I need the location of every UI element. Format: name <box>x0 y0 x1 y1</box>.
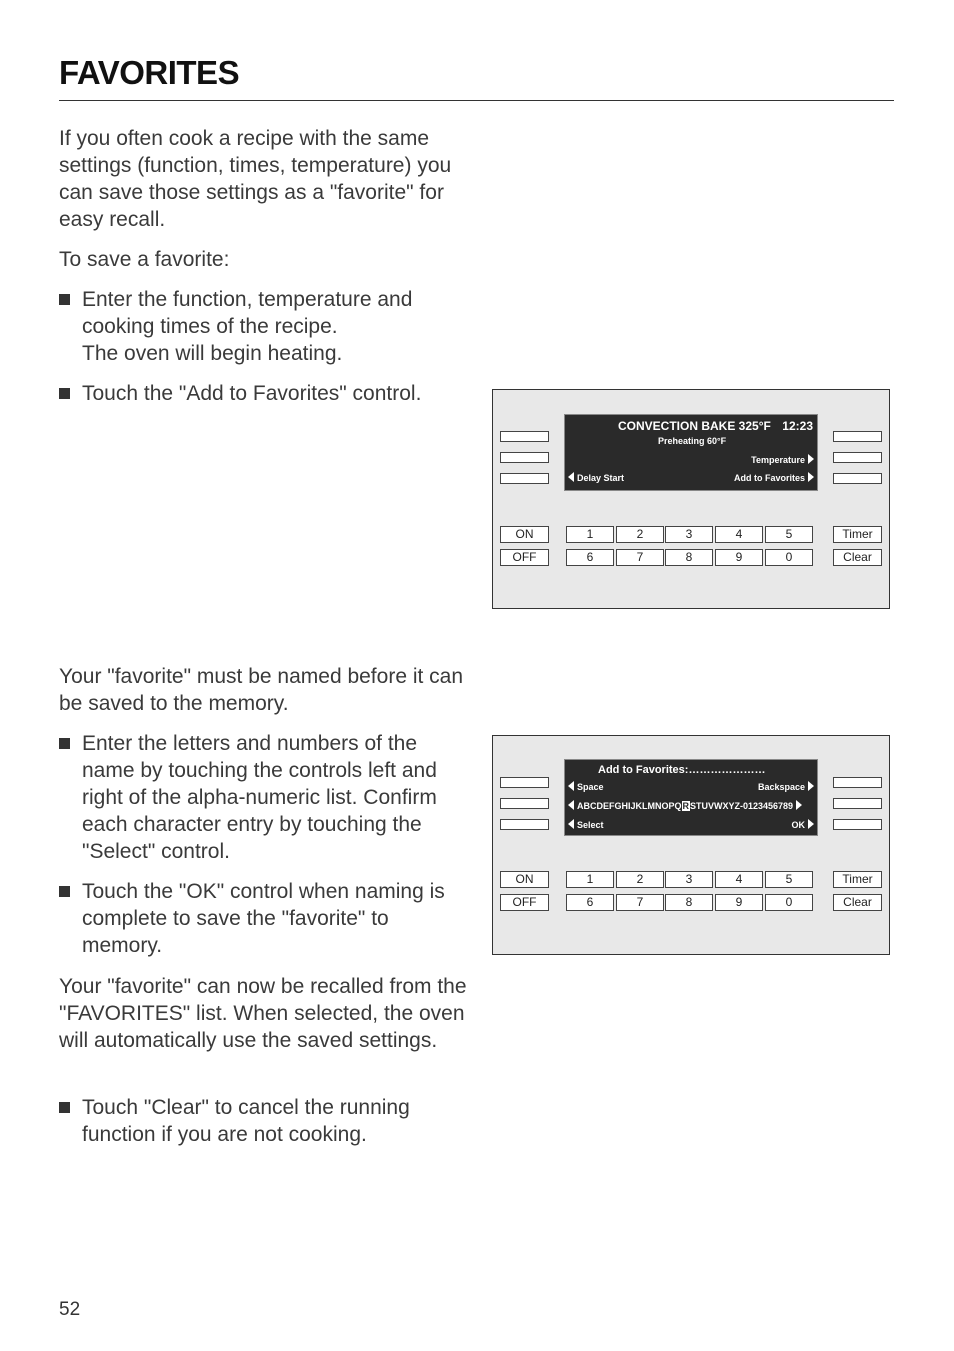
left-softkey-1[interactable] <box>500 431 549 442</box>
display-select-option[interactable]: Select <box>568 819 604 830</box>
oven-control-panel-1 <box>492 389 890 609</box>
left-arrow-icon <box>568 472 574 482</box>
bullet-square-icon <box>59 886 70 897</box>
oven-display <box>564 414 818 491</box>
key-9[interactable]: 9 <box>715 549 763 566</box>
left-softkey-1[interactable] <box>500 777 549 788</box>
right-arrow-icon <box>808 819 814 829</box>
display-time: 12:23 <box>782 419 813 433</box>
bullet-touch-clear: Touch "Clear" to cancel the running function if you are not cooking. <box>59 1094 469 1148</box>
on-button[interactable]: ON <box>500 526 549 543</box>
right-softkey-3[interactable] <box>833 819 882 830</box>
key-6[interactable]: 6 <box>566 549 614 566</box>
key-3[interactable]: 3 <box>665 871 713 888</box>
key-2[interactable]: 2 <box>616 871 664 888</box>
right-arrow-icon <box>796 800 802 810</box>
bullet-square-icon <box>59 294 70 305</box>
left-softkey-2[interactable] <box>500 798 549 809</box>
timer-button[interactable]: Timer <box>833 526 882 543</box>
key-2[interactable]: 2 <box>616 526 664 543</box>
left-arrow-icon <box>568 819 574 829</box>
key-5[interactable]: 5 <box>765 526 813 543</box>
clear-button[interactable]: Clear <box>833 894 882 911</box>
left-arrow-icon <box>568 781 574 791</box>
display-status: Preheating 60°F <box>658 436 727 446</box>
display-mode: CONVECTION BAKE 325°F <box>618 419 771 433</box>
key-8[interactable]: 8 <box>665 549 713 566</box>
timer-button[interactable]: Timer <box>833 871 882 888</box>
recall-note: Your "favorite" can now be recalled from the "FAVORITES" list. When selected, the oven will automatically use the saved settings. <box>59 975 467 1052</box>
key-4[interactable]: 4 <box>715 871 763 888</box>
key-7[interactable]: 7 <box>616 894 664 911</box>
key-0[interactable]: 0 <box>765 894 813 911</box>
bullet-square-icon <box>59 738 70 749</box>
to-save-text: To save a favorite: <box>59 248 230 271</box>
naming-note: Your "favorite" must be named before it can be saved to the memory. <box>59 665 464 715</box>
bullet-square-icon <box>59 1102 70 1113</box>
favorites-name-display <box>564 759 818 836</box>
key-3[interactable]: 3 <box>665 526 713 543</box>
right-softkey-1[interactable] <box>833 777 882 788</box>
right-arrow-icon <box>808 472 814 482</box>
bullet-touch-ok: Touch the "OK" control when naming is complete to save the "favorite" to memory. <box>59 878 469 959</box>
page-title: FAVORITES <box>59 54 240 91</box>
display-backspace-option[interactable]: Backspace <box>758 781 814 792</box>
off-button[interactable]: OFF <box>500 894 549 911</box>
right-softkey-3[interactable] <box>833 473 882 484</box>
key-6[interactable]: 6 <box>566 894 614 911</box>
right-softkey-2[interactable] <box>833 452 882 463</box>
selected-character: R <box>682 801 690 811</box>
key-9[interactable]: 9 <box>715 894 763 911</box>
right-arrow-icon <box>808 454 814 464</box>
off-button[interactable]: OFF <box>500 549 549 566</box>
right-softkey-2[interactable] <box>833 798 882 809</box>
oven-control-panel-2 <box>492 735 890 955</box>
title-rule <box>59 100 894 101</box>
intro-text: If you often cook a recipe with the same settings (function, times, temperature) you can save those settings as a "favorite" for easy recall. <box>59 127 452 231</box>
on-button[interactable]: ON <box>500 871 549 888</box>
key-1[interactable]: 1 <box>566 526 614 543</box>
key-5[interactable]: 5 <box>765 871 813 888</box>
key-8[interactable]: 8 <box>665 894 713 911</box>
left-arrow-icon <box>568 800 574 810</box>
display-temperature-option[interactable]: Temperature <box>751 454 814 465</box>
left-softkey-3[interactable] <box>500 473 549 484</box>
left-softkey-2[interactable] <box>500 452 549 463</box>
display-title: Add to Favorites:………………… <box>598 764 766 776</box>
alphanumeric-list[interactable]: ABCDEFGHIJKLMNOPQRSTUVWXYZ-0123456789 <box>568 800 802 811</box>
bullet-add-to-favorites: Touch the "Add to Favorites" control. <box>59 380 469 407</box>
display-delay-start-option[interactable]: Delay Start <box>568 472 624 483</box>
bullet-square-icon <box>59 388 70 399</box>
key-4[interactable]: 4 <box>715 526 763 543</box>
bullet-enter-function: Enter the function, temperature and cooking times of the recipe. The oven will begin heating. <box>59 286 469 367</box>
display-add-to-favorites-option[interactable]: Add to Favorites <box>734 472 814 483</box>
key-0[interactable]: 0 <box>765 549 813 566</box>
right-arrow-icon <box>808 781 814 791</box>
key-1[interactable]: 1 <box>566 871 614 888</box>
page-number: 52 <box>59 1299 81 1320</box>
bullet-enter-letters: Enter the letters and numbers of the name by touching the controls left and right of the alpha-numeric list. Confirm each character entry by touching the "Select" control. <box>59 730 469 865</box>
clear-button[interactable]: Clear <box>833 549 882 566</box>
key-7[interactable]: 7 <box>616 549 664 566</box>
right-softkey-1[interactable] <box>833 431 882 442</box>
left-softkey-3[interactable] <box>500 819 549 830</box>
display-space-option[interactable]: Space <box>568 781 604 792</box>
display-ok-option[interactable]: OK <box>792 819 815 830</box>
